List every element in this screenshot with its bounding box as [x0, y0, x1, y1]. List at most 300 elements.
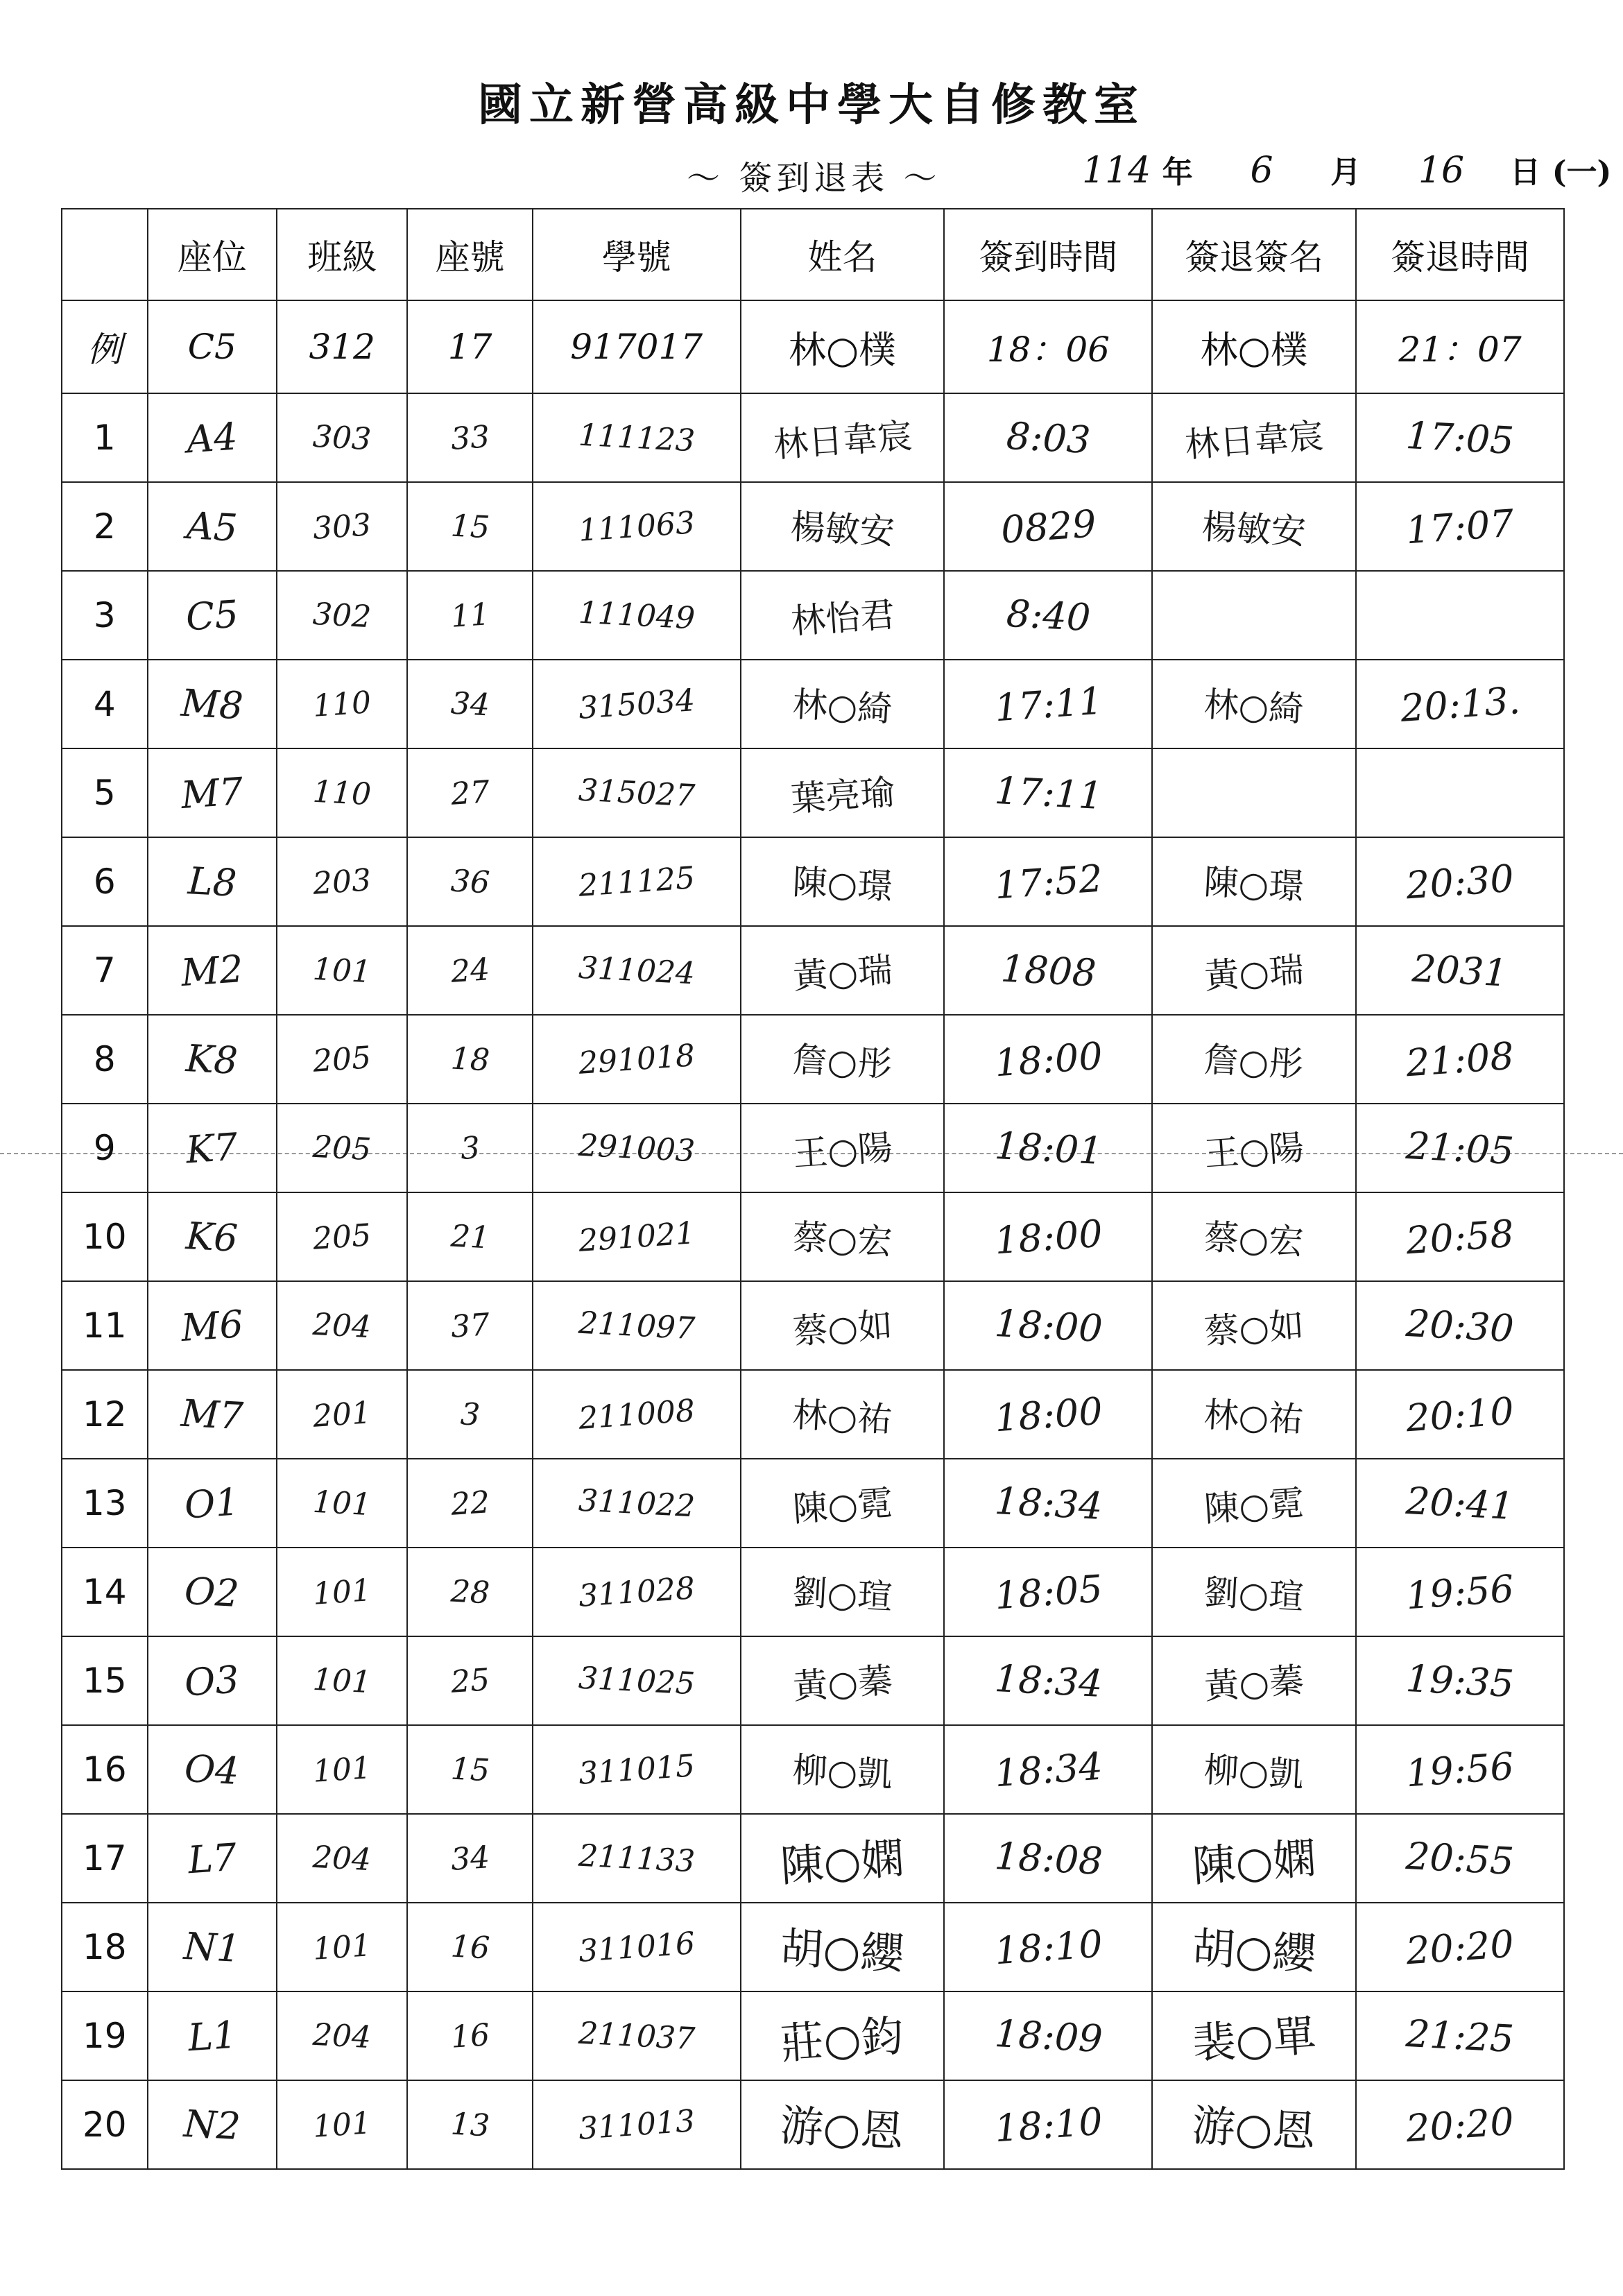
- row-number-cell: 19: [62, 1991, 148, 2080]
- class-cell: [277, 1015, 407, 1104]
- seat-cell-text: M7: [179, 769, 245, 817]
- seat-no-cell: 17: [407, 300, 532, 393]
- class-cell-text: 204: [311, 2016, 372, 2055]
- sign-out-name-cell: [1152, 1015, 1356, 1104]
- sign-out-cell: [1356, 1370, 1564, 1459]
- class-cell-text: 110: [311, 773, 372, 812]
- seat-no-cell-text: 15: [449, 508, 490, 545]
- student-id-cell-text: 311028: [577, 1570, 696, 1614]
- seat-no-cell-text: 11: [449, 596, 491, 635]
- seat-no-cell-text: 18: [449, 1040, 490, 1078]
- seat-cell: [148, 1370, 277, 1459]
- seat-no-cell: [407, 1281, 532, 1370]
- name-cell-text: 莊○鈞: [779, 2010, 907, 2069]
- class-cell: [277, 1991, 407, 2080]
- student-id-cell: [533, 1192, 741, 1281]
- sign-out-name-cell-text: 陳○嫻: [1191, 1832, 1318, 1892]
- date-month-unit: 月: [1330, 155, 1362, 190]
- seat-no-cell: [407, 571, 532, 660]
- sign-out-name-cell: [1152, 1636, 1356, 1725]
- student-id-cell-text: 211008: [577, 1392, 696, 1437]
- sign-in-cell-text: 8:03: [1005, 413, 1092, 462]
- seat-cell: [148, 393, 277, 482]
- sign-out-cell: [1356, 837, 1564, 926]
- seat-no-cell-text: 13: [449, 2106, 490, 2143]
- sign-out-cell: [1356, 482, 1564, 571]
- sign-out-name-cell-text: 胡○纓: [1191, 1921, 1317, 1980]
- row-number-cell: 12: [62, 1370, 148, 1459]
- class-cell-text: 101: [311, 2105, 372, 2145]
- table-row: [62, 1903, 1564, 1991]
- sign-out-name-cell-text: 黃○蓁: [1203, 1660, 1306, 1707]
- seat-no-cell-text: 25: [449, 1661, 491, 1700]
- class-cell: [277, 1814, 407, 1903]
- sign-out-cell: [1356, 1015, 1564, 1104]
- student-id-cell: [533, 1370, 741, 1459]
- seat-cell-text: M6: [179, 1301, 245, 1350]
- table-row: [62, 1636, 1564, 1725]
- student-id-cell: 917017: [533, 300, 741, 393]
- sign-out-name-cell: [1152, 1192, 1356, 1281]
- name-cell: [741, 1725, 945, 1814]
- seat-cell: [148, 2080, 277, 2169]
- name-cell: [741, 2080, 945, 2169]
- form-subtitle: ～ 簽到退表 ～: [687, 159, 941, 198]
- class-cell: [277, 1104, 407, 1192]
- student-id-cell-text: 311013: [577, 2102, 696, 2147]
- student-id-cell: [533, 660, 741, 748]
- class-cell-text: 110: [311, 684, 372, 724]
- sign-in-cell-text: 1808: [999, 945, 1097, 995]
- col-header-sign-in: 簽到時間: [944, 209, 1152, 300]
- class-cell-text: 204: [311, 1306, 372, 1345]
- sign-in-cell-text: 8:40: [1005, 591, 1092, 640]
- sign-in-cell-text: 18:08: [993, 1833, 1104, 1883]
- name-cell-text: 蔡○如: [791, 1305, 894, 1352]
- example-row: [62, 300, 1564, 393]
- seat-cell: [148, 1015, 277, 1104]
- seat-no-cell: [407, 482, 532, 571]
- seat-no-cell-text: 28: [449, 1573, 490, 1611]
- sign-in-cell-text: 18:09: [993, 2011, 1104, 2061]
- name-cell-text: 詹○彤: [791, 1039, 893, 1085]
- sign-out-name-cell: [1152, 1814, 1356, 1903]
- student-id-cell: [533, 2080, 741, 2169]
- sign-in-cell: [944, 1459, 1152, 1548]
- student-id-cell: [533, 837, 741, 926]
- sign-out-name-cell: [1152, 1725, 1356, 1814]
- col-header-seat: 座位: [148, 209, 277, 300]
- name-cell-text: 劉○瑄: [791, 1572, 893, 1618]
- student-id-cell: [533, 393, 741, 482]
- sign-in-cell: [944, 1903, 1152, 1991]
- sign-out-cell: [1356, 926, 1564, 1015]
- table-row: [62, 1991, 1564, 2080]
- table-row: [62, 1192, 1564, 1281]
- sign-out-cell-text: 19:56: [1405, 1744, 1515, 1795]
- sign-out-cell-text: 17:05: [1405, 413, 1515, 463]
- sign-in-cell: [944, 926, 1152, 1015]
- sign-out-cell: [1356, 1814, 1564, 1903]
- seat-no-cell-text: 33: [449, 418, 491, 457]
- student-id-cell-text: 111123: [577, 417, 696, 459]
- seat-cell-text: M7: [180, 1391, 245, 1438]
- sign-in-cell-text: 18:00: [993, 1034, 1104, 1085]
- sign-out-name-cell: [1152, 1104, 1356, 1192]
- name-cell: [741, 393, 945, 482]
- student-id-cell-text: 311024: [577, 950, 696, 991]
- sign-out-name-cell: [1152, 393, 1356, 482]
- seat-cell-text: C5: [184, 591, 240, 640]
- class-cell-text: 101: [311, 951, 372, 990]
- class-cell-text: 101: [311, 1484, 372, 1523]
- student-id-cell-text: 211133: [577, 1837, 696, 1879]
- name-cell-text: 王○陽: [791, 1127, 894, 1174]
- sign-out-name-cell-text: 游○恩: [1191, 2099, 1317, 2157]
- seat-no-cell: [407, 1903, 532, 1991]
- sign-out-name-cell: [1152, 1991, 1356, 2080]
- student-id-cell: [533, 1991, 741, 2080]
- sign-out-name-cell-text: 黃○瑞: [1203, 950, 1306, 997]
- class-cell-text: 101: [311, 1927, 372, 1967]
- student-id-cell: [533, 1636, 741, 1725]
- class-cell: [277, 571, 407, 660]
- class-cell: [277, 748, 407, 837]
- sign-out-cell: [1356, 1636, 1564, 1725]
- name-cell: [741, 1281, 945, 1370]
- student-id-cell: [533, 1015, 741, 1104]
- sign-in-cell: 18：06: [944, 300, 1152, 393]
- sign-out-name-cell-text: 詹○彤: [1203, 1039, 1305, 1085]
- row-label: 例: [62, 300, 148, 393]
- table-row: [62, 660, 1564, 748]
- name-cell-text: 黃○蓁: [791, 1660, 894, 1707]
- table-row: [62, 1104, 1564, 1192]
- student-id-cell: [533, 748, 741, 837]
- sign-in-cell-text: 17:52: [993, 856, 1104, 907]
- student-id-cell-text: 311016: [577, 1925, 696, 1969]
- seat-cell-text: M8: [180, 680, 245, 728]
- col-header-seat-no: 座號: [407, 209, 532, 300]
- seat-cell-text: A5: [185, 503, 239, 550]
- sign-out-name-cell-text: 林○祐: [1203, 1394, 1305, 1440]
- student-id-cell-text: 311015: [577, 1747, 696, 1792]
- sign-out-cell-text: 21:05: [1405, 1123, 1515, 1173]
- sign-out-cell: [1356, 1991, 1564, 2080]
- seat-cell-text: N2: [182, 2101, 242, 2148]
- sign-out-name-cell-text: 柳○凱: [1203, 1749, 1305, 1795]
- sign-in-cell-text: 18:34: [993, 1656, 1104, 1706]
- row-number-cell: 20: [62, 2080, 148, 2169]
- student-id-cell: [533, 1459, 741, 1548]
- row-number-cell: 4: [62, 660, 148, 748]
- name-cell-text: 林○祐: [791, 1394, 893, 1440]
- class-cell-text: 303: [311, 418, 372, 457]
- sign-in-cell: [944, 393, 1152, 482]
- class-cell-text: 205: [311, 1039, 372, 1079]
- sign-out-cell-text: 20:41: [1405, 1478, 1515, 1528]
- seat-cell: [148, 1636, 277, 1725]
- seat-no-cell: [407, 1104, 532, 1192]
- sign-in-cell-text: 18:34: [993, 1744, 1104, 1795]
- class-cell-text: 101: [311, 1749, 372, 1790]
- sign-in-cell: [944, 482, 1152, 571]
- table-row: [62, 571, 1564, 660]
- sign-out-name-cell-text: 陳○霓: [1203, 1482, 1306, 1530]
- seat-cell-text: L7: [186, 1835, 239, 1882]
- seat-no-cell-text: 24: [449, 951, 491, 990]
- name-cell-text: 蔡○宏: [791, 1217, 893, 1262]
- class-cell: [277, 660, 407, 748]
- class-cell: [277, 1281, 407, 1370]
- seat-no-cell-text: 36: [449, 863, 490, 900]
- name-cell-text: 游○恩: [779, 2099, 906, 2157]
- col-header-sign-out-name: 簽退簽名: [1152, 209, 1356, 300]
- name-cell: [741, 482, 945, 571]
- sign-out-cell: [1356, 1104, 1564, 1192]
- seat-cell: [148, 660, 277, 748]
- sign-out-cell: 21：07: [1356, 300, 1564, 393]
- date-day-unit: 日: [1510, 155, 1541, 190]
- table-row: [62, 482, 1564, 571]
- seat-no-cell: [407, 837, 532, 926]
- class-cell: [277, 1725, 407, 1814]
- sign-out-name-cell: [1152, 1903, 1356, 1991]
- sign-in-cell: [944, 660, 1152, 748]
- sign-in-table: [61, 208, 1565, 2170]
- seat-cell-text: O4: [183, 1746, 241, 1793]
- seat-cell-text: O2: [183, 1568, 241, 1616]
- sign-in-cell-text: 18:00: [993, 1301, 1104, 1351]
- name-cell: [741, 1104, 945, 1192]
- row-number-cell: 2: [62, 482, 148, 571]
- student-id-cell-text: 315027: [577, 772, 696, 814]
- name-cell-text: 陳○璟: [791, 862, 893, 907]
- class-cell-text: 303: [311, 506, 372, 547]
- name-cell: [741, 1991, 945, 2080]
- student-id-cell: [533, 482, 741, 571]
- sign-out-name-cell: 林○樸: [1152, 300, 1356, 393]
- seat-no-cell-text: 21: [449, 1218, 490, 1256]
- sign-in-cell: [944, 1192, 1152, 1281]
- sign-out-cell-text: 19:56: [1405, 1566, 1515, 1618]
- name-cell-text: 葉亮瑜: [789, 771, 896, 820]
- date-year: 114: [1082, 150, 1151, 191]
- seat-cell: [148, 482, 277, 571]
- sign-out-name-cell: [1152, 837, 1356, 926]
- row-number-cell: 9: [62, 1104, 148, 1192]
- sign-out-cell-text: 20:20: [1405, 1921, 1515, 1973]
- sign-out-cell: [1356, 1725, 1564, 1814]
- seat-cell: [148, 1192, 277, 1281]
- student-id-cell-text: 211125: [577, 859, 696, 904]
- sign-out-name-cell: [1152, 1459, 1356, 1548]
- sign-out-cell-text: 20:30: [1405, 856, 1515, 907]
- name-cell: [741, 837, 945, 926]
- seat-no-cell-text: 15: [449, 1751, 490, 1788]
- class-cell-text: 302: [311, 596, 372, 635]
- class-cell-text: 205: [311, 1129, 372, 1167]
- sign-out-name-cell-text: 林日韋宸: [1183, 415, 1325, 465]
- seat-no-cell: [407, 1192, 532, 1281]
- student-id-cell: [533, 571, 741, 660]
- student-id-cell-text: 311025: [577, 1660, 696, 1702]
- name-cell-text: 楊敏安: [789, 506, 895, 552]
- name-cell: [741, 926, 945, 1015]
- seat-no-cell: [407, 1991, 532, 2080]
- seat-no-cell-text: 16: [449, 1928, 490, 1966]
- sign-in-cell: [944, 571, 1152, 660]
- table-row: [62, 2080, 1564, 2169]
- sign-out-cell: [1356, 1459, 1564, 1548]
- row-number-cell: 14: [62, 1548, 148, 1636]
- sign-in-cell: [944, 1281, 1152, 1370]
- sign-out-cell-text: 21:25: [1405, 2011, 1515, 2061]
- student-id-cell-text: 111049: [577, 594, 696, 636]
- sign-out-cell-text: 20:58: [1405, 1211, 1515, 1262]
- class-cell: [277, 482, 407, 571]
- page-title: 國立新營高級中學大自修教室: [478, 79, 1145, 131]
- student-id-cell: [533, 1548, 741, 1636]
- sign-out-name-cell-text: 楊敏安: [1201, 506, 1307, 552]
- name-cell-text: 林怡君: [789, 594, 896, 642]
- seat-cell: [148, 1459, 277, 1548]
- seat-no-cell: [407, 1459, 532, 1548]
- sign-out-cell-text: 20:13.: [1398, 678, 1522, 730]
- sign-in-cell-text: 18:01: [993, 1123, 1104, 1173]
- sign-out-cell: [1356, 660, 1564, 748]
- row-number-cell: 16: [62, 1725, 148, 1814]
- table-row: [62, 1548, 1564, 1636]
- class-cell: [277, 837, 407, 926]
- sign-out-name-cell: [1152, 571, 1356, 660]
- name-cell-text: 林日韋宸: [772, 415, 913, 465]
- sign-out-name-cell-text: 劉○瑄: [1203, 1572, 1305, 1618]
- row-number-cell: 11: [62, 1281, 148, 1370]
- name-cell: [741, 1192, 945, 1281]
- sign-in-cell: [944, 748, 1152, 837]
- student-id-cell: [533, 1725, 741, 1814]
- sign-out-name-cell-text: 林○綺: [1203, 684, 1305, 730]
- seat-cell: [148, 571, 277, 660]
- name-cell: [741, 1814, 945, 1903]
- class-cell-text: 203: [311, 862, 372, 902]
- seat-cell: [148, 1903, 277, 1991]
- class-cell-text: 205: [311, 1217, 372, 1257]
- seat-cell: [148, 1548, 277, 1636]
- student-id-cell: [533, 1281, 741, 1370]
- sign-in-cell: [944, 1725, 1152, 1814]
- seat-no-cell: [407, 393, 532, 482]
- class-cell: 312: [277, 300, 407, 393]
- col-header-sign-out: 簽退時間: [1356, 209, 1564, 300]
- seat-cell-text: L8: [187, 858, 238, 905]
- seat-cell: [148, 837, 277, 926]
- sign-out-cell: [1356, 2080, 1564, 2169]
- sign-out-name-cell: [1152, 2080, 1356, 2169]
- name-cell: [741, 1903, 945, 1991]
- name-cell-text: 林○綺: [791, 684, 893, 730]
- sign-in-cell: [944, 837, 1152, 926]
- row-number-cell: 15: [62, 1636, 148, 1725]
- student-id-cell: [533, 1104, 741, 1192]
- seat-no-cell-text: 37: [449, 1306, 491, 1345]
- seat-cell-text: M2: [179, 946, 245, 995]
- seat-no-cell-text: 3: [458, 1129, 481, 1167]
- class-cell-text: 101: [311, 1661, 372, 1700]
- sign-out-cell-text: 2031: [1411, 945, 1509, 995]
- seat-no-cell: [407, 748, 532, 837]
- seat-cell: [148, 1104, 277, 1192]
- sign-out-name-cell: [1152, 926, 1356, 1015]
- col-header-student-id: 學號: [533, 209, 741, 300]
- sign-out-cell-text: 20:55: [1405, 1833, 1515, 1883]
- table-row: [62, 748, 1564, 837]
- seat-no-cell-text: 27: [449, 773, 491, 812]
- table-row: [62, 837, 1564, 926]
- sign-out-name-cell: [1152, 1548, 1356, 1636]
- name-cell-text: 陳○霓: [791, 1482, 894, 1530]
- name-cell: [741, 1548, 945, 1636]
- sign-in-cell-text: 18:34: [993, 1478, 1104, 1528]
- date-weekday: (一): [1552, 155, 1612, 190]
- sign-out-cell-text: 20:10: [1405, 1389, 1515, 1440]
- sign-out-cell: [1356, 1192, 1564, 1281]
- name-cell-text: 陳○嫻: [779, 1832, 907, 1892]
- sign-out-cell: [1356, 1548, 1564, 1636]
- name-cell: 林○樸: [741, 300, 945, 393]
- sign-out-cell: [1356, 748, 1564, 837]
- sign-out-cell-text: 17:07: [1405, 501, 1515, 552]
- sign-in-cell-text: 17:11: [993, 768, 1104, 818]
- sign-in-cell: [944, 1814, 1152, 1903]
- header-row: [62, 209, 1564, 300]
- class-cell: [277, 2080, 407, 2169]
- seat-no-cell: [407, 660, 532, 748]
- sign-in-cell-text: 18:10: [993, 2099, 1104, 2150]
- name-cell: [741, 660, 945, 748]
- class-cell-text: 204: [311, 1839, 372, 1878]
- seat-no-cell: [407, 1814, 532, 1903]
- class-cell: [277, 1459, 407, 1548]
- class-cell: [277, 1192, 407, 1281]
- sign-out-name-cell-text: 蔡○宏: [1203, 1217, 1305, 1262]
- row-number-cell: 18: [62, 1903, 148, 1991]
- sign-out-name-cell: [1152, 1370, 1356, 1459]
- name-cell: [741, 748, 945, 837]
- row-number-cell: 13: [62, 1459, 148, 1548]
- sign-in-cell-text: 18:00: [993, 1211, 1104, 1262]
- seat-cell-text: N1: [182, 1924, 242, 1971]
- name-cell-text: 黃○瑞: [791, 950, 894, 997]
- student-id-cell: [533, 1814, 741, 1903]
- sign-out-cell: [1356, 393, 1564, 482]
- sign-out-name-cell-text: 蔡○如: [1203, 1305, 1306, 1352]
- sign-in-cell: [944, 2080, 1152, 2169]
- seat-cell: [148, 926, 277, 1015]
- table-row: [62, 393, 1564, 482]
- row-number-cell: 5: [62, 748, 148, 837]
- date-month: 6: [1250, 150, 1273, 191]
- sign-out-name-cell-text: 裴○單: [1191, 2010, 1318, 2069]
- class-cell-text: 201: [311, 1394, 372, 1434]
- seat-cell-text: A4: [185, 414, 239, 461]
- table-row: [62, 1725, 1564, 1814]
- sign-out-cell: [1356, 1903, 1564, 1991]
- seat-cell: [148, 1991, 277, 2080]
- table-row: [62, 1459, 1564, 1548]
- class-cell: [277, 1370, 407, 1459]
